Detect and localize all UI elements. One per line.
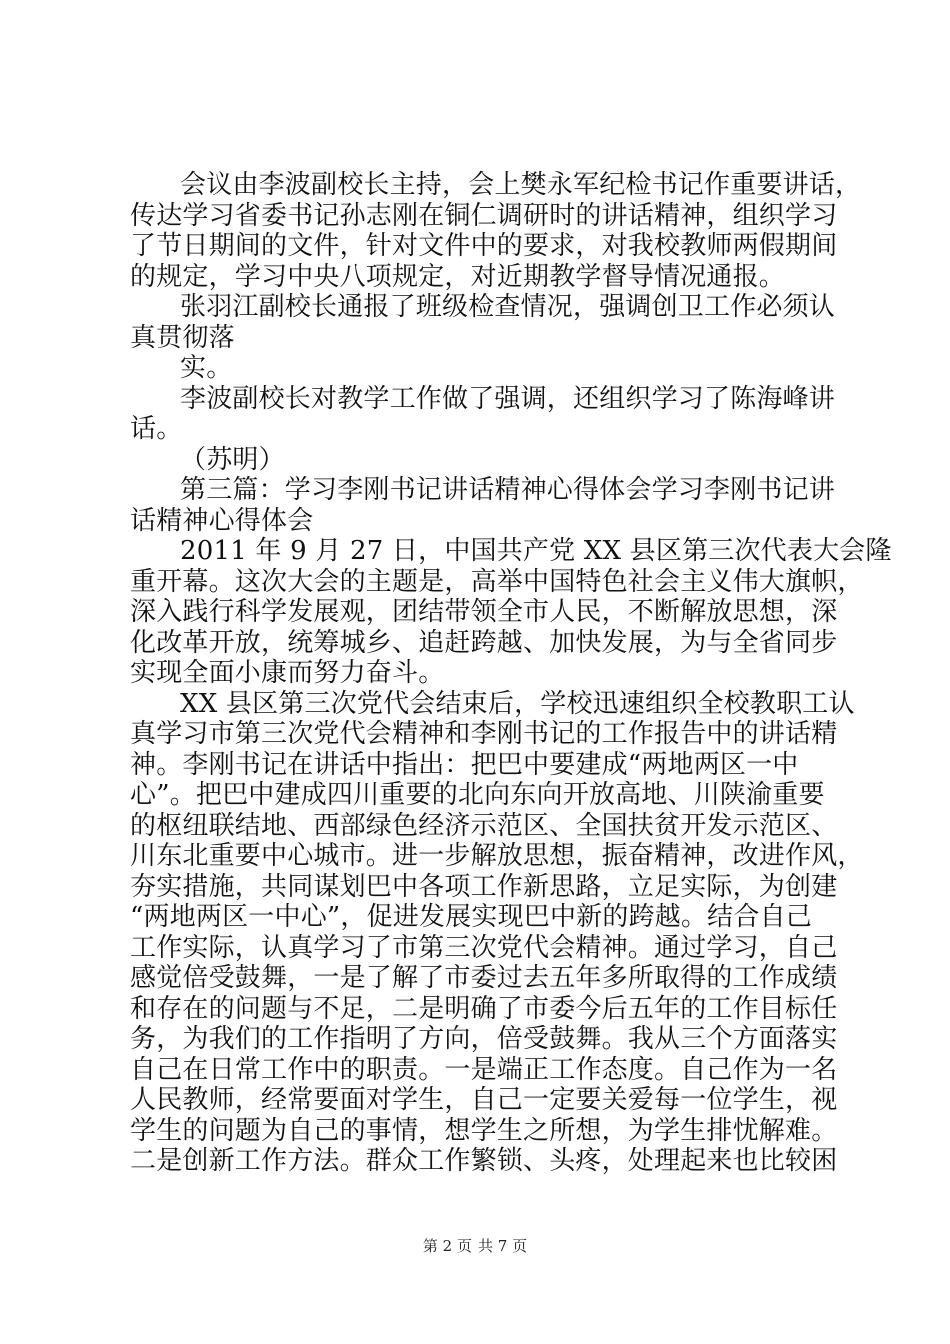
page-number: 第 2 页 [422, 1237, 472, 1255]
body-line: 张羽江副校长通报了班级检查情况，强调创卫工作必须认 [180, 292, 836, 322]
body-line: 人民教师，经常要面对学生，自己一定要关爱每一位学生，视 [130, 1085, 838, 1115]
body-line: 李波副校长对教学工作做了强调，还组织学习了陈海峰讲 [180, 383, 836, 414]
body-line: 重开幕。这次大会的主题是，高举中国特色社会主义伟大旗帜， [130, 566, 864, 597]
body-line: 2011 年 9 月 27 日，中国共产党 XX 县区第三次代表大会隆 [180, 536, 892, 566]
body-line: 深入践行科学发展观，团结带领全市人民，不断解放思想，深 [130, 597, 838, 627]
body-line: “两地两区一中心”，促进发展实现巴中新的跨越。结合自己 [130, 902, 812, 932]
body-line: 工作实际，认真学习了市第三次党代会精神。通过学习，自己 [130, 932, 838, 963]
body-line: 神。李刚书记在讲话中指出：把巴中要建成“两地两区一中 [130, 749, 799, 780]
body-line: 心”。把巴中建成四川重要的北向东向开放高地、川陕渝重要 [130, 780, 825, 810]
body-line: 真贯彻落 [130, 322, 235, 353]
page-footer [0, 1236, 950, 1256]
section-heading: 第三篇：学习李刚书记讲话精神心得体会学习李刚书记讲 [180, 475, 836, 505]
body-line: 和存在的问题与不足，二是明确了市委今后五年的工作目标任 [130, 993, 838, 1024]
page-total: 共 7 页 [478, 1237, 528, 1255]
body-line: 感觉倍受鼓舞，一是了解了市委过去五年多所取得的工作成绩 [130, 963, 838, 993]
body-line: 了节日期间的文件，针对文件中的要求，对我校教师两假期间 [130, 231, 838, 261]
body-line: 话。 [130, 414, 183, 444]
author-note: （苏明） [180, 444, 285, 475]
body-line: 的规定，学习中央八项规定，对近期教学督导情况通报。 [130, 261, 786, 292]
body-line: 自己在日常工作中的职责。一是端正工作态度。自己作为一名 [130, 1054, 838, 1085]
body-line: 传达学习省委书记孙志刚在铜仁调研时的讲话精神，组织学习 [130, 200, 838, 231]
body-line: 川东北重要中心城市。进一步解放思想，振奋精神，改进作风， [130, 841, 864, 871]
body-line: XX 县区第三次党代会结束后，学校迅速组织全校教职工认 [180, 688, 855, 719]
body-line: 实。 [180, 353, 233, 383]
body-line: 实现全面小康而努力奋斗。 [130, 658, 445, 688]
body-line: 真学习市第三次党代会精神和李刚书记的工作报告中的讲话精 [130, 719, 838, 749]
body-line: 夯实措施，共同谋划巴中各项工作新思路，立足实际，为创建 [130, 871, 838, 902]
body-line: 的枢纽联结地、西部绿色经济示范区、全国扶贫开发示范区、 [130, 810, 838, 841]
body-line: 会议由李波副校长主持，会上樊永军纪检书记作重要讲话， [180, 170, 862, 200]
body-line: 务，为我们的工作指明了方向，倍受鼓舞。我从三个方面落实 [130, 1024, 838, 1054]
section-heading: 话精神心得体会 [130, 505, 314, 536]
body-line: 二是创新工作方法。群众工作繁锁、头疼，处理起来也比较困 [130, 1146, 838, 1176]
body-line: 化改革开放，统筹城乡、追赶跨越、加快发展，为与全省同步 [130, 627, 838, 658]
body-line: 学生的问题为自己的事情，想学生之所想，为学生排忧解难。 [130, 1115, 838, 1146]
